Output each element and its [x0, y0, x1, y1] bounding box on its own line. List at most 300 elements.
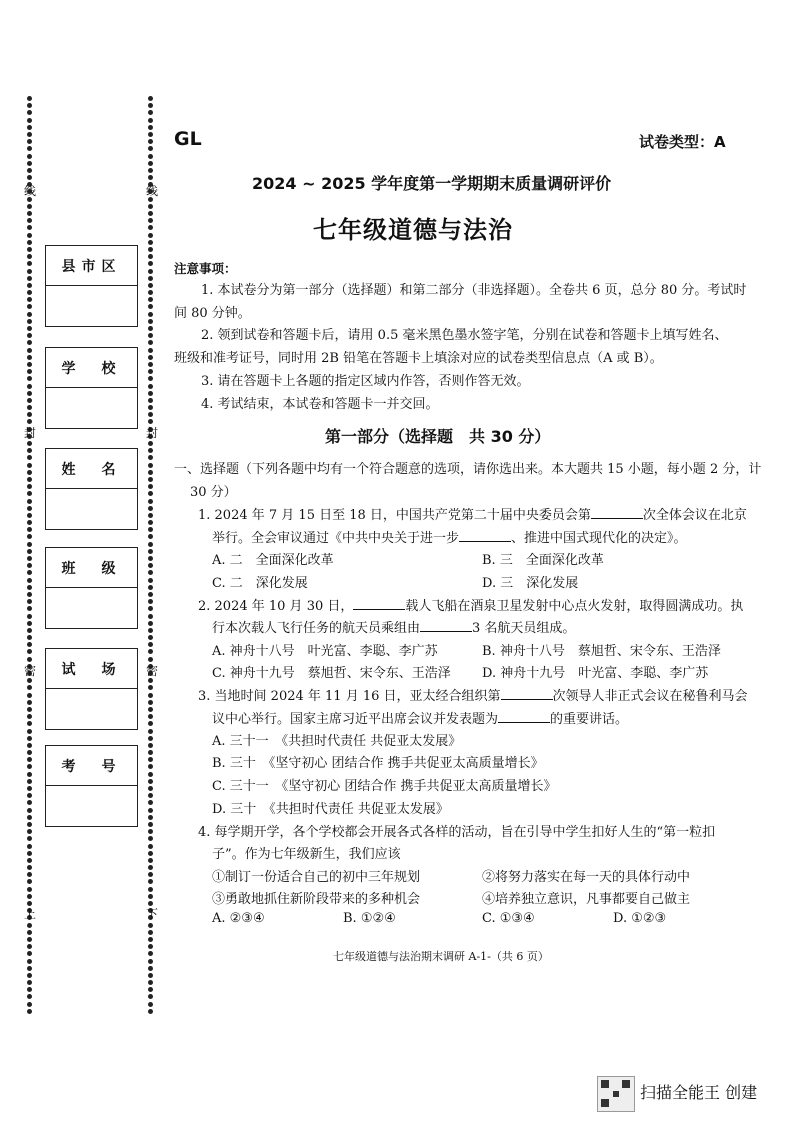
margin-dot: [148, 836, 153, 841]
margin-dot: [27, 304, 32, 309]
q4-option-b: B. ①②④: [343, 911, 396, 926]
paper-code: GL: [174, 128, 202, 150]
margin-dot: [148, 649, 153, 654]
margin-dot: [148, 161, 153, 166]
q3-option-b: B. 三十 《坚守初心 团结合作 携手共促亚太高质量增长》: [212, 756, 544, 771]
margin-dot: [148, 391, 153, 396]
q3-text: 议中心举行。国家主席习近平出席会议并发表题为: [212, 712, 499, 727]
margin-dot: [148, 822, 153, 827]
part1-title: 第一部分（选择题 共 30 分）: [325, 427, 551, 446]
margin-dot: [148, 448, 153, 453]
margin-dot: [148, 944, 153, 949]
margin-dot: [148, 477, 153, 482]
q3-option-d: D. 三十 《共担时代责任 共促亚太发展》: [212, 802, 449, 817]
margin-dot: [27, 815, 32, 820]
margin-dot: [148, 879, 153, 884]
field-school[interactable]: [45, 347, 138, 429]
margin-dot: [148, 994, 153, 999]
q3-option-a: A. 三十一 《共担时代责任 共促亚太发展》: [212, 734, 462, 749]
margin-dot: [27, 1009, 32, 1014]
margin-dot: [148, 549, 153, 554]
margin-dot: [27, 110, 32, 115]
margin-dot: [148, 398, 153, 403]
margin-dot: [148, 304, 153, 309]
margin-dot: [27, 132, 32, 137]
margin-dot: [27, 858, 32, 863]
margin-dot: [148, 254, 153, 259]
q3-stem: [212, 708, 628, 727]
margin-dot: [27, 829, 32, 834]
margin-dot: [148, 204, 153, 209]
cut-label-left-4: 上: [24, 907, 37, 921]
margin-dot: [27, 146, 32, 151]
q2-option-d: D. 神舟十九号 叶光富、李聪、李广苏: [482, 666, 709, 681]
margin-dot: [148, 793, 153, 798]
q1-option-c: C. 二 深化发展: [212, 576, 308, 591]
margin-dot: [148, 506, 153, 511]
margin-dot: [27, 225, 32, 230]
cut-label-right-2: 封: [146, 426, 159, 440]
q1-stem: [212, 527, 687, 546]
margin-dot: [27, 412, 32, 417]
margin-dot: [27, 793, 32, 798]
watermark-text: 扫描全能王 创建: [640, 1083, 758, 1102]
margin-dot: [148, 542, 153, 547]
margin-dot: [27, 527, 32, 532]
margin-dot: [27, 707, 32, 712]
margin-dot: [148, 1009, 153, 1014]
q1-option-b: B. 三 全面深化改革: [482, 553, 604, 568]
margin-dot: [148, 369, 153, 374]
margin-dot: [27, 729, 32, 734]
margin-dot: [148, 621, 153, 626]
notice-line: 1. 本试卷分为第一部分（选择题）和第二部分（非选择题）。全卷共 6 页，总分 80 分。考试时: [201, 283, 747, 298]
margin-dot: [27, 261, 32, 266]
field-class[interactable]: [45, 547, 138, 629]
margin-dot: [148, 146, 153, 151]
cut-label-left-3: 密: [24, 664, 37, 678]
margin-dot: [148, 225, 153, 230]
margin-dot: [27, 578, 32, 583]
margin-dot: [148, 599, 153, 604]
margin-dot: [148, 685, 153, 690]
notice-line: 班级和准考证号，同时用 2B 铅笔在答题卡上填涂对应的试卷类型信息点（A 或 B）。: [174, 351, 663, 366]
margin-dot: [27, 930, 32, 935]
margin-dot: [148, 247, 153, 252]
margin-dot: [27, 477, 32, 482]
margin-dot: [27, 700, 32, 705]
margin-dot: [27, 951, 32, 956]
q1-option-a: A. 二 全面深化改革: [212, 553, 334, 568]
field-label: 考 号: [46, 746, 137, 786]
margin-dot: [148, 269, 153, 274]
margin-dot: [148, 757, 153, 762]
q3-text: 的重要讲话。: [550, 712, 629, 727]
margin-dot: [148, 628, 153, 633]
margin-dot: [27, 657, 32, 662]
answer-blank: [498, 710, 550, 723]
section-instruction: 30 分）: [190, 485, 237, 500]
margin-dot: [27, 398, 32, 403]
margin-dot: [27, 966, 32, 971]
margin-dot: [27, 549, 32, 554]
margin-dot: [148, 491, 153, 496]
margin-dot: [148, 851, 153, 856]
q2-text: 3 名航天员组成。: [472, 621, 576, 636]
margin-dot: [27, 851, 32, 856]
margin-dot: [148, 642, 153, 647]
margin-dot: [148, 721, 153, 726]
margin-dot: [27, 887, 32, 892]
margin-dot: [27, 923, 32, 928]
margin-dot: [27, 808, 32, 813]
q2-option-b: B. 神舟十八号 蔡旭哲、宋令东、王浩泽: [482, 644, 721, 659]
margin-dot: [27, 592, 32, 597]
margin-dot: [148, 527, 153, 532]
margin-dot: [148, 729, 153, 734]
margin-dot: [27, 894, 32, 899]
margin-dot: [148, 815, 153, 820]
q1-stem: [198, 504, 747, 523]
margin-dot: [27, 750, 32, 755]
margin-dot: [27, 1002, 32, 1007]
exam-title: 2024 ~ 2025 学年度第一学期期末质量调研评价: [252, 174, 612, 193]
margin-dot: [148, 563, 153, 568]
margin-dot: [27, 685, 32, 690]
margin-dot: [148, 966, 153, 971]
q4-statement-4: ④培养独立意识，凡事都要自己做主: [482, 892, 691, 907]
margin-dot: [148, 455, 153, 460]
page-footer: 七年级道德与法治期末调研 A-1-（共 6 页）: [333, 950, 549, 963]
margin-dot: [148, 154, 153, 159]
margin-dot: [27, 312, 32, 317]
field-label: 县市区: [46, 246, 137, 286]
margin-dot: [148, 333, 153, 338]
q4-statement-2: ②将努力落实在每一天的具体行动中: [482, 870, 691, 885]
paper-type: 试卷类型：A: [639, 133, 726, 151]
margin-dot: [148, 261, 153, 266]
margin-dot: [27, 340, 32, 345]
margin-dot: [27, 987, 32, 992]
margin-dot: [148, 614, 153, 619]
margin-dot: [148, 283, 153, 288]
answer-blank: [420, 619, 472, 632]
margin-dot: [148, 556, 153, 561]
margin-dot: [27, 822, 32, 827]
q3-option-c: C. 三十一 《坚守初心 团结合作 携手共促亚太高质量增长》: [212, 779, 557, 794]
margin-dot: [27, 154, 32, 159]
q3-text: 3. 当地时间 2024 年 11 月 16 日，亚太经合组织第: [198, 689, 501, 704]
subject-title: 七年级道德与法治: [313, 216, 513, 244]
margin-dot: [148, 872, 153, 877]
margin-dot: [148, 348, 153, 353]
margin-dot: [148, 118, 153, 123]
margin-dot: [148, 714, 153, 719]
margin-dot: [148, 707, 153, 712]
q1-option-d: D. 三 深化发展: [482, 576, 579, 591]
margin-dot: [27, 534, 32, 539]
margin-dot: [27, 125, 32, 130]
margin-dot: [27, 240, 32, 245]
cut-label-right-1: 线: [146, 184, 159, 198]
margin-dot: [148, 959, 153, 964]
field-name[interactable]: [45, 448, 138, 530]
margin-dot: [148, 786, 153, 791]
margin-dot: [148, 578, 153, 583]
margin-dot: [27, 348, 32, 353]
q2-text: 2. 2024 年 10 月 30 日，: [198, 599, 354, 614]
margin-dot: [148, 513, 153, 518]
section-instruction: 一、选择题（下列各题中均有一个符合题意的选项，请你选出来。本大题共 15 小题，每小题 2 分，计: [174, 462, 762, 477]
margin-dot: [27, 736, 32, 741]
margin-dot: [148, 412, 153, 417]
margin-dot: [27, 635, 32, 640]
qr-code-icon: [597, 1076, 635, 1112]
margin-dot: [148, 290, 153, 295]
margin-dot: [27, 994, 32, 999]
margin-dot: [148, 570, 153, 575]
answer-blank: [353, 597, 405, 610]
margin-dot: [27, 542, 32, 547]
margin-dot: [27, 369, 32, 374]
notice-line: 4. 考试结束，本试卷和答题卡一并交回。: [201, 397, 439, 412]
margin-dot: [148, 218, 153, 223]
margin-dot: [148, 520, 153, 525]
margin-dot: [148, 923, 153, 928]
dot-column-right: [148, 96, 154, 1016]
margin-dot: [148, 340, 153, 345]
margin-dot: [27, 384, 32, 389]
margin-dot: [27, 714, 32, 719]
margin-dot: [27, 470, 32, 475]
margin-dot: [148, 736, 153, 741]
margin-dot: [148, 980, 153, 985]
q1-text: 次全体会议在北京: [642, 508, 747, 523]
margin-dot: [148, 168, 153, 173]
field-exam-number[interactable]: [45, 745, 138, 827]
field-county[interactable]: [45, 245, 138, 327]
margin-dot: [27, 290, 32, 295]
margin-dot: [148, 808, 153, 813]
margin-dot: [148, 484, 153, 489]
margin-dot: [148, 635, 153, 640]
margin-dot: [148, 951, 153, 956]
margin-dot: [27, 786, 32, 791]
margin-dot: [148, 865, 153, 870]
cut-label-left-1: 线: [24, 184, 37, 198]
margin-dot: [27, 844, 32, 849]
margin-dot: [27, 764, 32, 769]
q4-statement-1: ①制订一份适合自己的初中三年规划: [212, 870, 421, 885]
q1-text: 1. 2024 年 7 月 15 日至 18 日，中国共产党第二十届中央委员会第: [198, 508, 591, 523]
q4-statement-3: ③勇敢地抓住新阶段带来的多种机会: [212, 892, 421, 907]
margin-dot: [27, 865, 32, 870]
cut-label-right-3: 密: [146, 664, 159, 678]
margin-dot: [148, 534, 153, 539]
margin-dot: [27, 959, 32, 964]
margin-dot: [27, 211, 32, 216]
margin-dot: [148, 750, 153, 755]
cut-label-left-2: 封: [24, 426, 37, 440]
margin-dot: [27, 254, 32, 259]
q3-text: 次领导人非正式会议在秘鲁利马会: [552, 689, 748, 704]
margin-dot: [148, 233, 153, 238]
notice-line: 3. 请在答题卡上各题的指定区域内作答，否则作答无效。: [201, 374, 530, 389]
margin-dot: [148, 297, 153, 302]
q4-option-a: A. ②③④: [212, 911, 265, 926]
margin-dot: [148, 930, 153, 935]
q4-option-c: C. ①③④: [482, 911, 535, 926]
margin-dot: [27, 743, 32, 748]
margin-dot: [148, 211, 153, 216]
q2-text: 载人飞船在酒泉卫星发射中心点火发射，取得圆满成功。执: [405, 599, 744, 614]
margin-dot: [27, 944, 32, 949]
margin-dot: [27, 872, 32, 877]
q2-option-a: A. 神舟十八号 叶光富、李聪、李广苏: [212, 644, 438, 659]
margin-dot: [27, 973, 32, 978]
margin-dot: [27, 779, 32, 784]
margin-dot: [148, 858, 153, 863]
margin-dot: [148, 103, 153, 108]
margin-dot: [27, 355, 32, 360]
margin-dot: [148, 240, 153, 245]
q2-stem: [198, 595, 743, 614]
margin-dot: [27, 247, 32, 252]
margin-dot: [148, 125, 153, 130]
field-label: 班 级: [46, 548, 137, 588]
margin-dot: [27, 168, 32, 173]
q3-stem: [198, 685, 748, 704]
margin-dot: [27, 649, 32, 654]
margin-dot: [148, 96, 153, 101]
margin-dot: [148, 110, 153, 115]
margin-dot: [148, 139, 153, 144]
notice-line: 2. 领到试卷和答题卡后，请用 0.5 毫米黑色墨水签字笔，分别在试卷和答题卡上填写姓名、: [201, 328, 728, 343]
margin-dot: [148, 973, 153, 978]
margin-dot: [148, 384, 153, 389]
margin-dot: [148, 987, 153, 992]
margin-dot: [148, 355, 153, 360]
margin-dot: [27, 800, 32, 805]
margin-dot: [27, 570, 32, 575]
margin-dot: [27, 405, 32, 410]
margin-dot: [27, 556, 32, 561]
margin-dot: [27, 642, 32, 647]
margin-dot: [27, 319, 32, 324]
q1-text: 举行。全会审议通过《中共中央关于进一步: [212, 531, 460, 546]
margin-dot: [27, 118, 32, 123]
answer-blank: [501, 687, 553, 700]
margin-dot: [27, 204, 32, 209]
q2-text: 行本次载人飞行任务的航天员乘组由: [212, 621, 421, 636]
margin-dot: [27, 448, 32, 453]
field-exam-room[interactable]: [45, 648, 138, 730]
answer-blank: [591, 506, 643, 519]
field-label: 姓 名: [46, 449, 137, 489]
margin-dot: [27, 980, 32, 985]
margin-dot: [148, 657, 153, 662]
margin-dot: [148, 829, 153, 834]
notice-line: 间 80 分钟。: [174, 306, 251, 321]
q2-stem: [212, 617, 575, 636]
margin-dot: [27, 621, 32, 626]
margin-dot: [148, 937, 153, 942]
margin-dot: [148, 606, 153, 611]
margin-dot: [27, 96, 32, 101]
notice-heading: 注意事项：: [174, 261, 237, 276]
margin-dot: [148, 800, 153, 805]
margin-dot: [27, 563, 32, 568]
margin-dot: [148, 844, 153, 849]
q2-option-c: C. 神舟十九号 蔡旭哲、宋令东、王浩泽: [212, 666, 451, 681]
margin-dot: [148, 743, 153, 748]
margin-dot: [27, 362, 32, 367]
margin-dot: [27, 103, 32, 108]
margin-dot: [148, 276, 153, 281]
margin-dot: [27, 499, 32, 504]
margin-dot: [27, 599, 32, 604]
margin-dot: [27, 463, 32, 468]
dot-column-left: [27, 96, 33, 1016]
margin-dot: [27, 376, 32, 381]
cut-label-right-4: 下: [146, 907, 159, 921]
field-label: 试 场: [46, 649, 137, 689]
margin-dot: [148, 362, 153, 367]
margin-dot: [27, 297, 32, 302]
q4-stem: 4. 每学期开学，各个学校都会开展各式各样的活动，旨在引导中学生扣好人生的“第一粒扣: [198, 825, 716, 840]
margin-dot: [27, 614, 32, 619]
margin-dot: [148, 700, 153, 705]
margin-dot: [148, 894, 153, 899]
margin-dot: [27, 772, 32, 777]
margin-dot: [148, 463, 153, 468]
margin-dot: [27, 455, 32, 460]
margin-dot: [27, 218, 32, 223]
margin-dot: [27, 276, 32, 281]
margin-dot: [27, 937, 32, 942]
margin-dot: [27, 441, 32, 446]
margin-dot: [27, 269, 32, 274]
margin-dot: [27, 484, 32, 489]
margin-dot: [148, 326, 153, 331]
margin-dot: [27, 139, 32, 144]
margin-dot: [27, 175, 32, 180]
q4-stem: 子”。作为七年级新生，我们应该: [212, 847, 401, 862]
margin-dot: [27, 879, 32, 884]
margin-dot: [27, 836, 32, 841]
margin-dot: [27, 491, 32, 496]
margin-dot: [148, 376, 153, 381]
margin-dot: [27, 161, 32, 166]
margin-dot: [27, 721, 32, 726]
margin-dot: [27, 506, 32, 511]
margin-dot: [148, 132, 153, 137]
margin-dot: [148, 585, 153, 590]
margin-dot: [148, 772, 153, 777]
margin-dot: [148, 175, 153, 180]
margin-dot: [27, 757, 32, 762]
margin-dot: [27, 333, 32, 338]
margin-dot: [27, 391, 32, 396]
margin-dot: [27, 233, 32, 238]
margin-dot: [148, 592, 153, 597]
margin-dot: [27, 283, 32, 288]
margin-dot: [148, 693, 153, 698]
margin-dot: [148, 312, 153, 317]
field-label: 学 校: [46, 348, 137, 388]
margin-dot: [27, 513, 32, 518]
margin-dot: [27, 520, 32, 525]
